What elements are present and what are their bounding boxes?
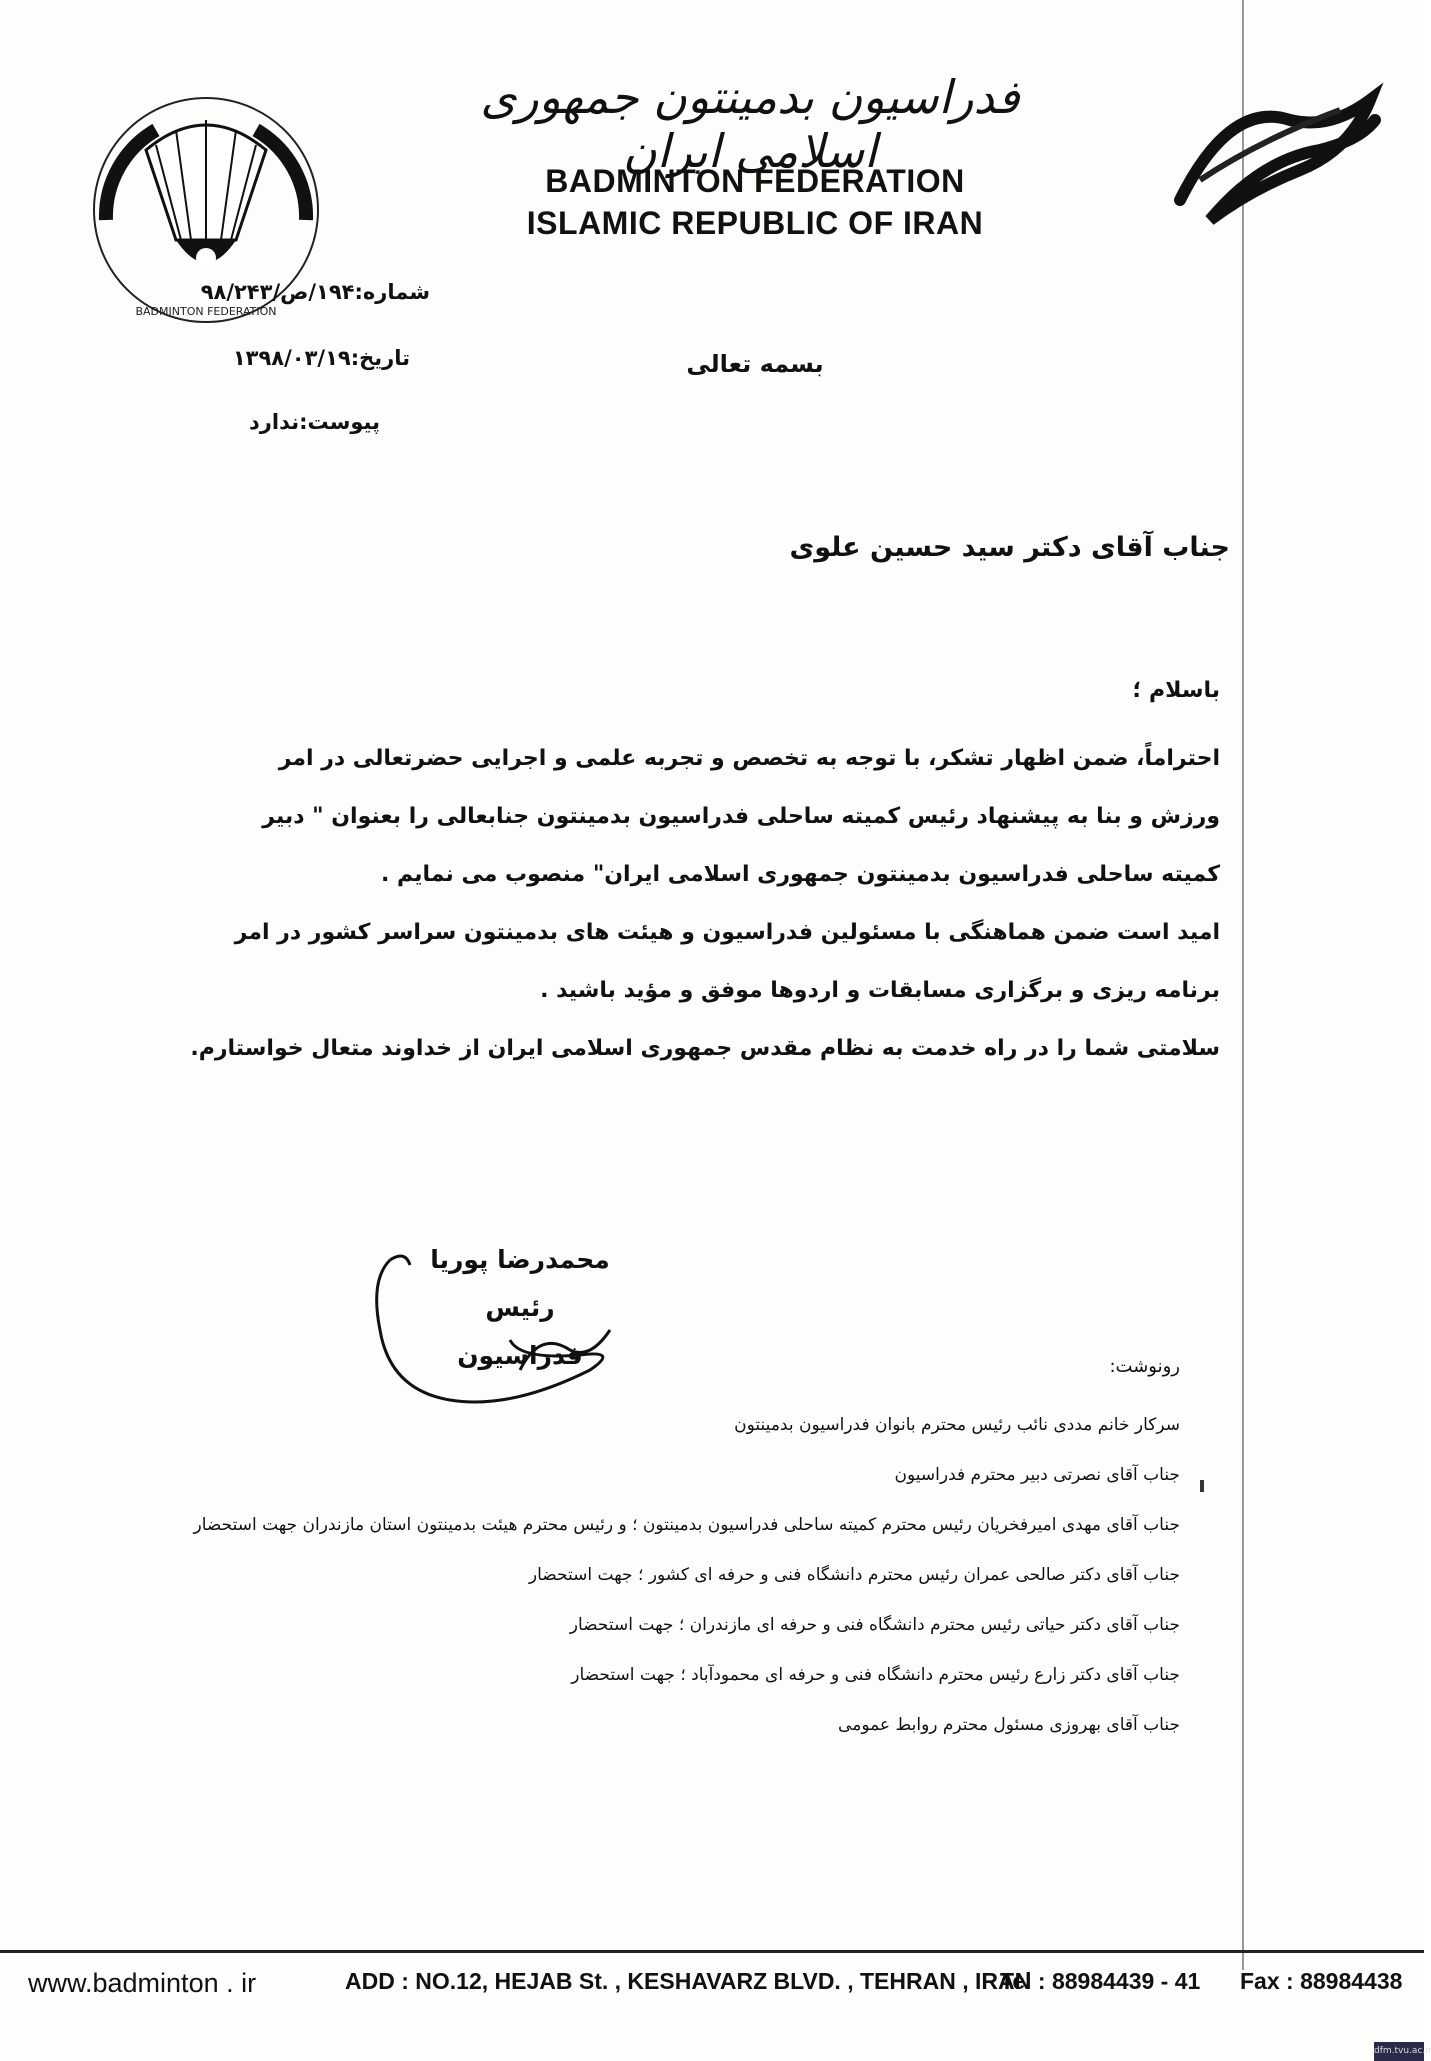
cc-item: جناب آقای دکتر حیاتی رئیس محترم دانشگاه فنی و حرفه ای مازندران ؛ جهت استحضار — [569, 1615, 1180, 1635]
cc-item: جناب آقای مهدی امیرفخریان رئیس محترم کمیته ساحلی فدراسیون بدمینتون ؛ و رئیس محترم هیئت بدمینتون استان مازندران جهت استحضار — [193, 1515, 1180, 1535]
body-line: کمیته ساحلی فدراسیون بدمینتون جمهوری اسلامی ایران" منصوب می نمایم . — [380, 862, 1220, 887]
cc-item: جناب آقای نصرتی دبیر محترم فدراسیون — [894, 1465, 1180, 1485]
cc-item: جناب آقای دکتر زارع رئیس محترم دانشگاه فنی و حرفه ای محمودآباد ؛ جهت استحضار — [571, 1665, 1180, 1685]
footer-tel: Tel : 88984439 - 41 — [1000, 1968, 1201, 1994]
footer-fax: Fax : 88984438 — [1240, 1968, 1403, 1994]
tick-mark — [1200, 1480, 1204, 1492]
corner-stamp: dfm.tvu.ac.ir — [1374, 2042, 1424, 2061]
body-line: امید است ضمن هماهنگی با مسئولین فدراسیون و هیئت های بدمینتون سراسر کشور در امر — [234, 920, 1220, 945]
cc-item: جناب آقای بهروزی مسئول محترم روابط عمومی — [838, 1715, 1180, 1735]
letter-body — [190, 730, 1220, 1078]
greeting-line: باسلام ؛ — [1132, 678, 1220, 703]
footer-address: ADD : NO.12, HEJAB St. , KESHAVARZ BLVD. , TEHRAN , IRAN — [345, 1968, 1032, 1994]
bismillah-heading: بسمه تعالی — [686, 350, 824, 378]
ink-scribble-mark — [1170, 80, 1380, 230]
letter-date: تاریخ:۱۳۹۸/۰۳/۱۹ — [232, 346, 410, 370]
body-line: سلامتی شما را در راه خدمت به نظام مقدس جمهوری اسلامی ایران از خداوند متعال خواستارم. — [190, 1036, 1220, 1061]
letter-number: شماره:۱۹۴/ص/۹۸/۲۴۳ — [200, 280, 430, 304]
body-line: برنامه ریزی و برگزاری مسابقات و اردوها موفق و مؤید باشید . — [540, 978, 1220, 1003]
letterhead-title-en — [520, 160, 990, 244]
body-line: احتراماً، ضمن اظهار تشکر، با توجه به تخصص و تجربه علمی و اجرایی حضرتعالی در امر — [278, 746, 1220, 771]
cc-title: رونوشت: — [1109, 1356, 1180, 1377]
footer-rule — [0, 1950, 1424, 1953]
cc-item: سرکار خانم مددی نائب رئیس محترم بانوان فدراسیون بدمینتون — [734, 1415, 1180, 1435]
signer-title: رئیس فدراسیون — [457, 1293, 583, 1370]
body-line: ورزش و بنا به پیشنهاد رئیس کمیته ساحلی فدراسیون بدمینتون جنابعالی را بعنوان " دبیر — [262, 804, 1220, 829]
letterhead-title-fa: فدراسیون بدمینتون جمهوری اسلامی ایران — [480, 70, 1020, 178]
cc-item: جناب آقای دکتر صالحی عمران رئیس محترم دانشگاه فنی و حرفه ای کشور ؛ جهت استحضار — [528, 1565, 1180, 1585]
svg-text:BADMINTON FEDERATION: BADMINTON FEDERATION — [135, 305, 277, 318]
footer-website: www.badminton . ir — [28, 1968, 257, 1998]
signer-name: محمدرضا پوریا — [430, 1245, 610, 1274]
margin-line — [1242, 0, 1244, 1970]
recipient-line: جناب آقای دکتر سید حسین علوی — [789, 532, 1230, 563]
letterhead-title-en-line1: BADMINTON FEDERATION — [545, 163, 965, 199]
signer-block — [430, 1236, 610, 1380]
cc-list — [130, 1400, 1180, 1750]
letter-attachment: پیوست:ندارد — [249, 410, 380, 434]
letterhead-title-en-line2: ISLAMIC REPUBLIC OF IRAN — [526, 205, 984, 241]
